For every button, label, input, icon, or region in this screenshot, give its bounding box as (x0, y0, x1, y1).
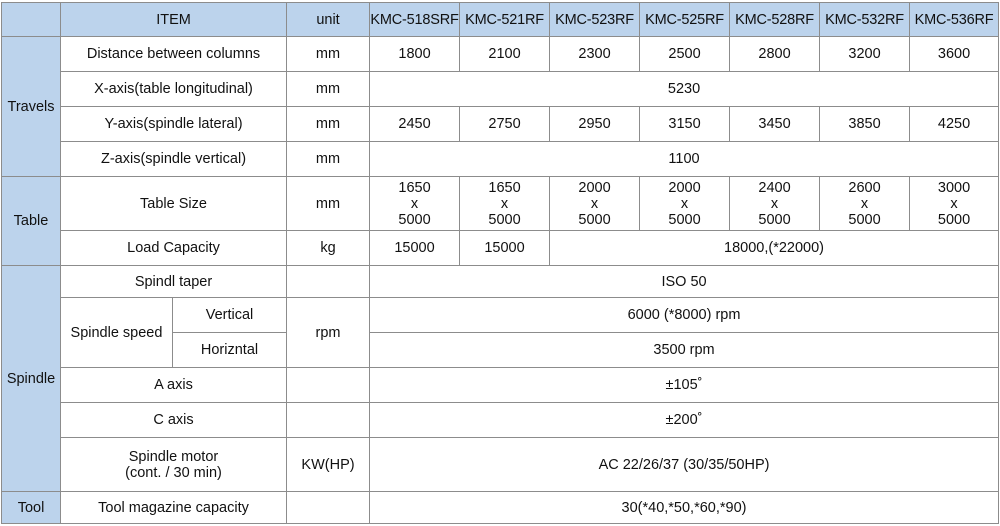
value-cell: 3150 (640, 107, 730, 142)
header-row (2, 3, 999, 37)
value-cell: ±200˚ (370, 403, 999, 438)
model-header: KMC-532RF (820, 3, 910, 37)
value-cell: 3850 (820, 107, 910, 142)
row-load-capacity (2, 231, 999, 266)
value-cell: 4250 (910, 107, 999, 142)
value-cell: 2300 (550, 37, 640, 72)
category-tool: Tool (2, 492, 61, 524)
row-unit (287, 492, 370, 524)
value-cell: 15000 (370, 231, 460, 266)
value-cell (550, 177, 640, 231)
value-cell (820, 177, 910, 231)
size-length: 5000 (758, 211, 791, 228)
value-cell: 3500 rpm (370, 333, 999, 368)
value-cell: 2800 (730, 37, 820, 72)
value-cell: AC 22/26/37 (30/35/50HP) (370, 438, 999, 492)
size-length: 5000 (668, 211, 701, 228)
row-x-axis (2, 72, 999, 107)
size-cross: x (950, 195, 958, 212)
size-length: 5000 (488, 211, 521, 228)
row-unit (287, 368, 370, 403)
row-spindle-speed-vertical (2, 298, 999, 333)
category-travels: Travels (2, 37, 61, 177)
size-cross: x (500, 195, 509, 212)
size-width: 2000 (578, 179, 611, 196)
value-cell: 2450 (370, 107, 460, 142)
size-width: 2400 (758, 179, 791, 196)
size-cross: x (680, 195, 689, 212)
model-header: KMC-521RF (460, 3, 550, 37)
motor-label-line2: (cont. / 30 min) (125, 464, 222, 481)
size-width: 3000 (937, 179, 971, 196)
value-cell: 2750 (460, 107, 550, 142)
value-cell: 2950 (550, 107, 640, 142)
size-length: 5000 (937, 211, 971, 228)
value-cell: ISO 50 (370, 266, 999, 298)
header-item: ITEM (61, 3, 287, 37)
value-cell (370, 177, 460, 231)
size-cross: x (410, 195, 419, 212)
row-label: X-axis(table longitudinal) (61, 72, 287, 107)
row-unit: mm (287, 142, 370, 177)
row-unit: kg (287, 231, 370, 266)
header-corner (2, 3, 61, 37)
row-unit: mm (287, 37, 370, 72)
value-cell: 2500 (640, 37, 730, 72)
model-header: KMC-518SRF (370, 3, 460, 37)
value-cell: 30(*40,*50,*60,*90) (370, 492, 999, 524)
size-length: 5000 (398, 211, 431, 228)
row-spindle-motor (2, 438, 999, 492)
spec-table (1, 2, 999, 524)
value-cell: ±105˚ (370, 368, 999, 403)
row-unit: KW(HP) (287, 438, 370, 492)
row-label: Y-axis(spindle lateral) (61, 107, 287, 142)
row-unit: rpm (287, 298, 370, 368)
value-cell: 1100 (370, 142, 999, 177)
size-length: 5000 (848, 211, 881, 228)
category-table: Table (2, 177, 61, 266)
row-sublabel: Horizntal (173, 333, 287, 368)
row-sublabel: Vertical (173, 298, 287, 333)
value-cell: 1800 (370, 37, 460, 72)
row-z-axis (2, 142, 999, 177)
size-width: 2000 (668, 179, 701, 196)
row-unit (287, 266, 370, 298)
row-c-axis (2, 403, 999, 438)
row-label: Z-axis(spindle vertical) (61, 142, 287, 177)
row-label (61, 438, 287, 492)
value-cell: 2100 (460, 37, 550, 72)
value-cell (910, 177, 999, 231)
size-width: 1650 (488, 179, 521, 196)
size-cross: x (590, 195, 599, 212)
row-a-axis (2, 368, 999, 403)
motor-label-line1: Spindle motor (128, 448, 219, 465)
value-cell: 5230 (370, 72, 999, 107)
value-cell: 6000 (*8000) rpm (370, 298, 999, 333)
row-tool-magazine (2, 492, 999, 524)
size-length: 5000 (578, 211, 611, 228)
size-cross: x (770, 195, 779, 212)
size-width: 1650 (398, 179, 431, 196)
row-label: Table Size (61, 177, 287, 231)
row-label: Tool magazine capacity (61, 492, 287, 524)
value-cell: 3600 (910, 37, 999, 72)
value-cell: 18000,(*22000) (550, 231, 999, 266)
row-label: C axis (61, 403, 287, 438)
model-header: KMC-528RF (730, 3, 820, 37)
value-cell: 15000 (460, 231, 550, 266)
row-unit (287, 403, 370, 438)
value-cell (730, 177, 820, 231)
value-cell (640, 177, 730, 231)
row-label: A axis (61, 368, 287, 403)
row-unit: mm (287, 177, 370, 231)
row-label: Spindl taper (61, 266, 287, 298)
size-cross: x (860, 195, 869, 212)
value-cell: 3200 (820, 37, 910, 72)
row-unit: mm (287, 72, 370, 107)
row-unit: mm (287, 107, 370, 142)
value-cell: 3450 (730, 107, 820, 142)
row-label: Distance between columns (61, 37, 287, 72)
row-y-axis (2, 107, 999, 142)
value-cell (460, 177, 550, 231)
model-header: KMC-536RF (910, 3, 999, 37)
row-distance (2, 37, 999, 72)
model-header: KMC-525RF (640, 3, 730, 37)
model-header: KMC-523RF (550, 3, 640, 37)
header-unit: unit (287, 3, 370, 37)
row-table-size (2, 177, 999, 231)
size-width: 2600 (848, 179, 881, 196)
category-spindle: Spindle (2, 266, 61, 492)
row-label: Load Capacity (61, 231, 287, 266)
row-label: Spindle speed (61, 298, 173, 368)
row-spindle-taper (2, 266, 999, 298)
